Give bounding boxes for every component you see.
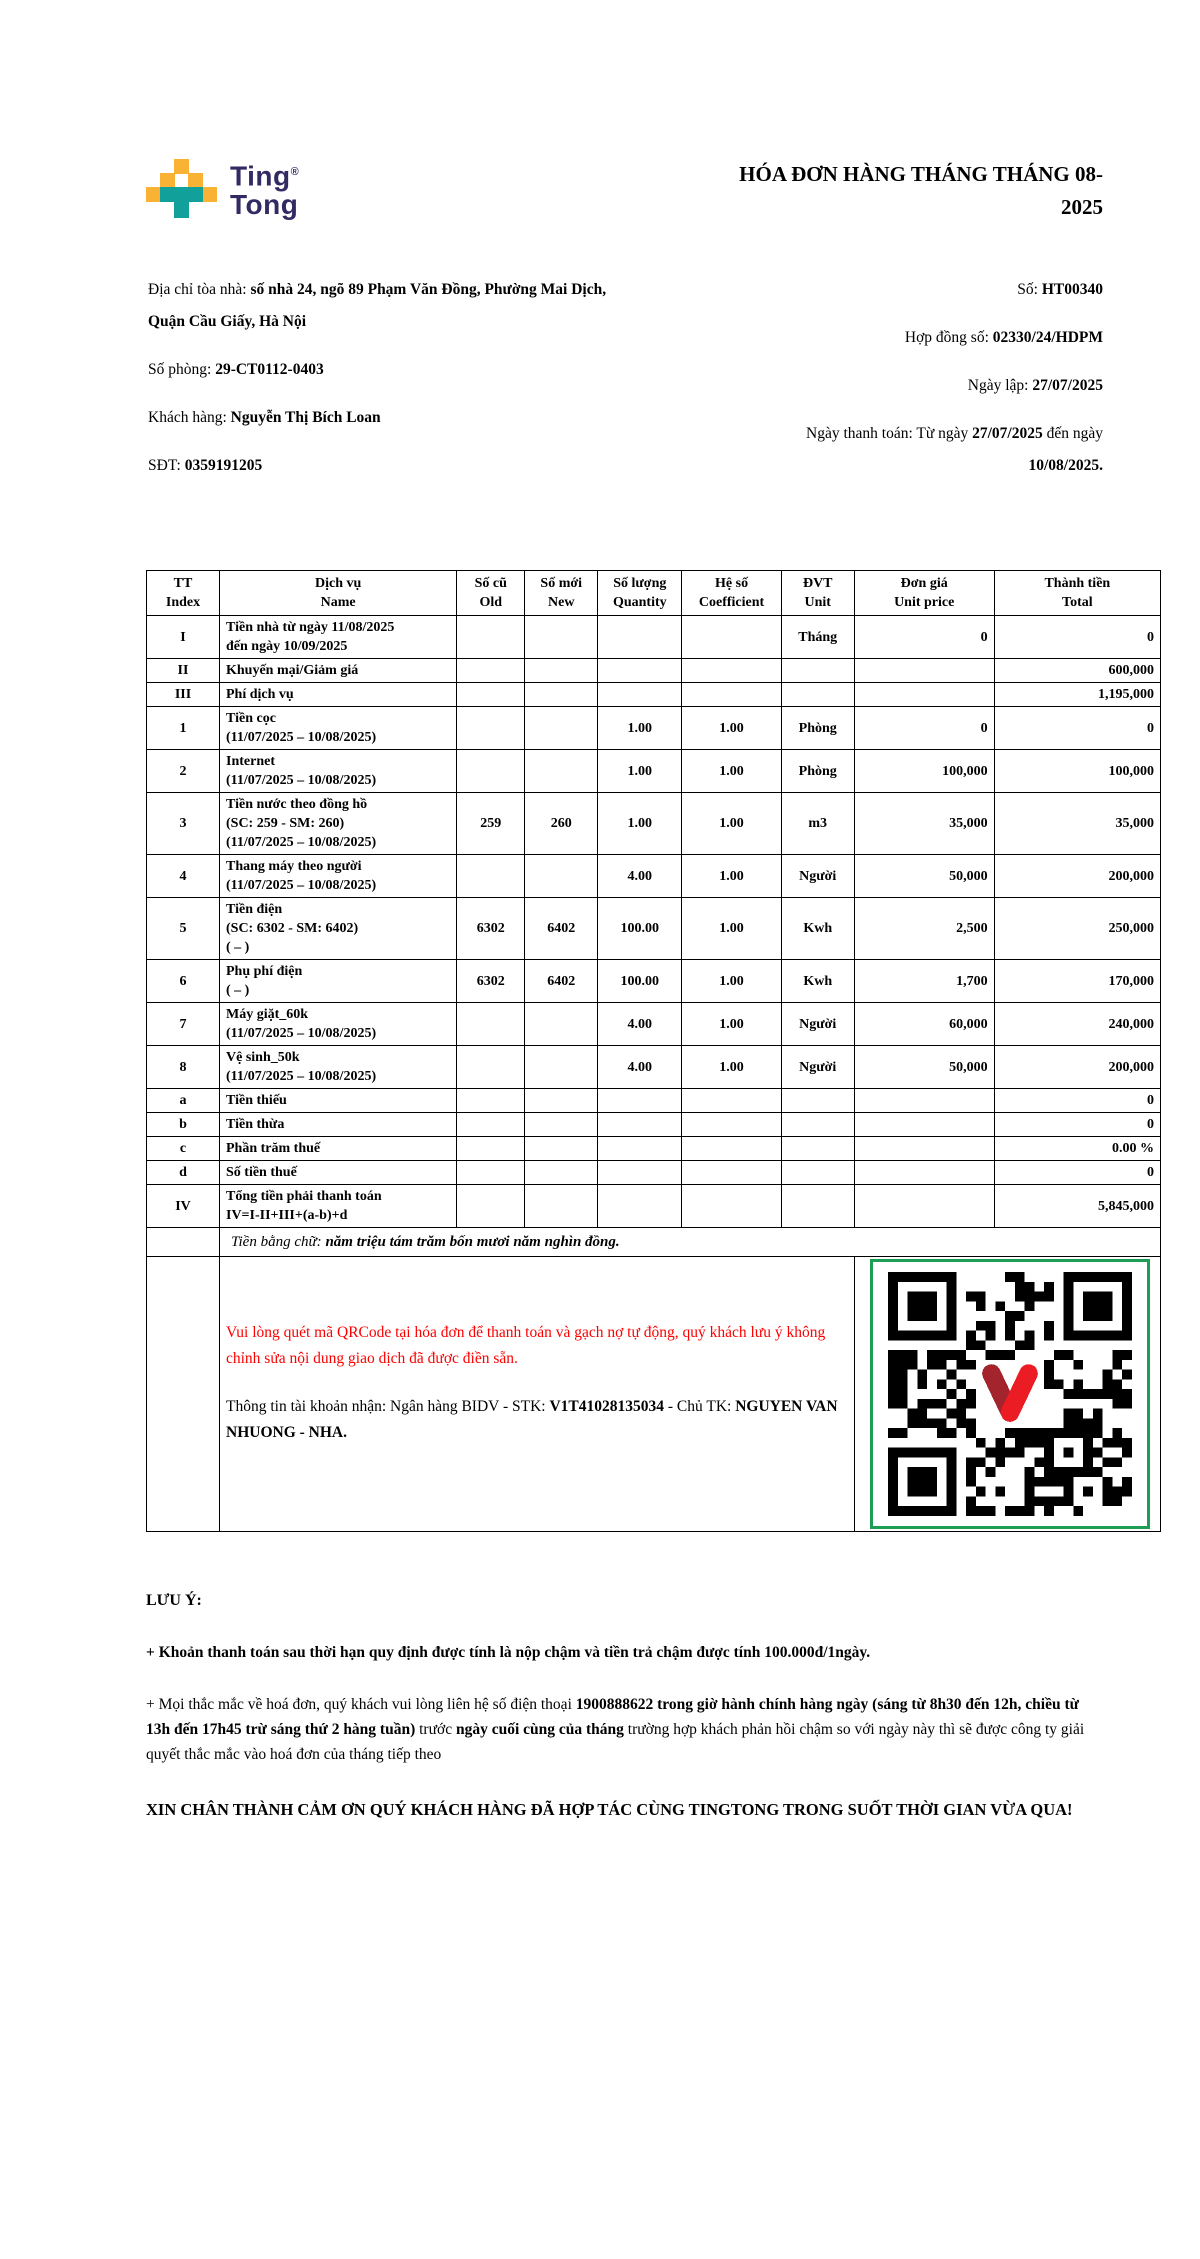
cell-index: 5 — [147, 898, 220, 960]
cell-price: 0 — [854, 616, 994, 659]
cell-coef: 1.00 — [682, 793, 781, 855]
cell-name: Phần trăm thuế — [220, 1137, 457, 1161]
cell-name: Tiền thiếu — [220, 1089, 457, 1113]
cell-total: 0 — [994, 616, 1160, 659]
cell-index: III — [147, 683, 220, 707]
cell-unit — [781, 683, 854, 707]
cell-unit: Người — [781, 855, 854, 898]
closing-thanks: XIN CHÂN THÀNH CẢM ƠN QUÝ KHÁCH HÀNG ĐÃ HỢP TÁC CÙNG TINGTONG TRONG SUỐT THỜI GIAN VỪA QUA! — [146, 1800, 1073, 1819]
cell-coef — [682, 1113, 781, 1137]
tingtong-wordmark — [230, 158, 299, 219]
cell-qty: 1.00 — [598, 793, 682, 855]
cell-qty — [598, 1137, 682, 1161]
cell-unit — [781, 1089, 854, 1113]
cell-new: 6402 — [525, 960, 598, 1003]
brand-word-1: Ting — [230, 160, 291, 192]
column-header: Số lượng Quantity — [598, 571, 682, 616]
contract-number: Hợp đồng số: 02330/24/HDPM — [904, 329, 1103, 346]
cell-old — [457, 683, 525, 707]
cell-index: 6 — [147, 960, 220, 1003]
cell-coef: 1.00 — [682, 855, 781, 898]
column-header: Thành tiền Total — [994, 571, 1160, 616]
cell-unit: Kwh — [781, 898, 854, 960]
cell-coef — [682, 1161, 781, 1185]
cell-price — [854, 1185, 994, 1228]
column-header: Dịch vụ Name — [220, 571, 457, 616]
table-row — [147, 616, 1161, 659]
cell-price: 50,000 — [854, 855, 994, 898]
cell-name: Máy giặt_60k (11/07/2025 – 10/08/2025) — [220, 1003, 457, 1046]
cell-coef: 1.00 — [682, 750, 781, 793]
cell-unit — [781, 1113, 854, 1137]
cell-total: 200,000 — [994, 1046, 1160, 1089]
note-contact: + Mọi thắc mắc về hoá đơn, quý khách vui lòng liên hệ số điện thoại 1900888622 trong giờ hành chính hàng ngày (sáng từ 8h30 đến 12h, chiều từ 13h đến 17h45 trừ sáng thứ 2 hàng tuần) trước ngày cuối cùng của tháng trường hợp khách phản hồi chậm so với ngày này thì sẽ được công ty giải quyết thắc mắc vào hoá đơn của tháng tiếp theo — [146, 1696, 1085, 1763]
cell-new — [525, 707, 598, 750]
cell-old — [457, 855, 525, 898]
cell-coef — [682, 1089, 781, 1113]
table-header-row — [147, 571, 1161, 616]
cell-index: I — [147, 616, 220, 659]
cell-qty — [598, 1089, 682, 1113]
table-row — [147, 960, 1161, 1003]
cell-qty: 100.00 — [598, 960, 682, 1003]
table-row — [147, 793, 1161, 855]
cell-coef — [682, 616, 781, 659]
cell-name: Phí dịch vụ — [220, 683, 457, 707]
invoice-table-body — [147, 616, 1161, 1228]
cell-price: 0 — [854, 707, 994, 750]
cell-old: 6302 — [457, 898, 525, 960]
bank-account-info: Thông tin tài khoản nhận: Ngân hàng BIDV - STK: V1T41028135034 - Chủ TK: NGUYEN VAN NHUONG - NHA. — [226, 1398, 838, 1441]
cell-qty — [598, 1185, 682, 1228]
cell-new — [525, 1137, 598, 1161]
cell-index: d — [147, 1161, 220, 1185]
cell-unit — [781, 1185, 854, 1228]
cell-new — [525, 1046, 598, 1089]
issue-date: Ngày lập: 27/07/2025 — [967, 377, 1103, 394]
cell-index: 3 — [147, 793, 220, 855]
cell-total: 250,000 — [994, 898, 1160, 960]
cell-new — [525, 616, 598, 659]
cell-total: 0 — [994, 1161, 1160, 1185]
logo-pixel — [188, 173, 203, 188]
cell-index: 2 — [147, 750, 220, 793]
cell-old — [457, 1137, 525, 1161]
cell-price — [854, 1089, 994, 1113]
cell-total: 0 — [994, 707, 1160, 750]
cell-qty — [598, 1113, 682, 1137]
cell-coef: 1.00 — [682, 707, 781, 750]
customer-phone: SĐT: 0359191205 — [148, 457, 263, 474]
cell-empty — [147, 1228, 220, 1257]
table-row — [147, 1046, 1161, 1089]
tingtong-logo-icon — [146, 159, 218, 219]
brand-word-2: Tong — [230, 189, 299, 221]
invoice-meta — [731, 274, 1103, 498]
logo-pixel — [174, 159, 189, 174]
cell-coef: 1.00 — [682, 1003, 781, 1046]
cell-unit: Phòng — [781, 750, 854, 793]
cell-new — [525, 1003, 598, 1046]
cell-old — [457, 1161, 525, 1185]
cell-unit: Kwh — [781, 960, 854, 1003]
cell-qty — [598, 1161, 682, 1185]
cell-price — [854, 659, 994, 683]
cell-price: 50,000 — [854, 1046, 994, 1089]
cell-name: Tiền thừa — [220, 1113, 457, 1137]
cell-total: 0.00 % — [994, 1137, 1160, 1161]
invoice-title — [739, 158, 1103, 224]
table-row — [147, 1089, 1161, 1113]
cell-index: b — [147, 1113, 220, 1137]
column-header: ĐVT Unit — [781, 571, 854, 616]
cell-qty: 4.00 — [598, 855, 682, 898]
column-header: Số mới New — [525, 571, 598, 616]
customer-info — [148, 274, 623, 498]
cell-new: 6402 — [525, 898, 598, 960]
cell-empty — [147, 1257, 220, 1532]
cell-total: 1,195,000 — [994, 683, 1160, 707]
table-row — [147, 855, 1161, 898]
invoice-title-line-1: HÓA ĐƠN HÀNG THÁNG THÁNG 08- — [739, 162, 1103, 186]
cell-name: Tiền nước theo đồng hồ (SC: 259 - SM: 260) (11/07/2025 – 10/08/2025) — [220, 793, 457, 855]
cell-total: 600,000 — [994, 659, 1160, 683]
cell-new — [525, 1089, 598, 1113]
logo-pixel — [160, 173, 175, 188]
cell-qty: 4.00 — [598, 1003, 682, 1046]
cell-name: Khuyến mại/Giảm giá — [220, 659, 457, 683]
amount-in-words-row — [147, 1228, 1161, 1257]
cell-qty — [598, 659, 682, 683]
cell-coef — [682, 659, 781, 683]
amount-in-words: Tiền bằng chữ: năm triệu tám trăm bốn mươi năm nghìn đồng. — [220, 1228, 1161, 1257]
cell-index: IV — [147, 1185, 220, 1228]
cell-qty: 1.00 — [598, 707, 682, 750]
cell-price: 60,000 — [854, 1003, 994, 1046]
logo-pixel — [174, 202, 189, 218]
cell-new: 260 — [525, 793, 598, 855]
qr-instruction: Vui lòng quét mã QRCode tại hóa đơn để thanh toán và gạch nợ tự động, quý khách lưu ý không chỉnh sửa nội dung giao dịch đã được điền sẵn. — [226, 1324, 826, 1367]
cell-old: 259 — [457, 793, 525, 855]
cell-total: 0 — [994, 1089, 1160, 1113]
cell-index: 8 — [147, 1046, 220, 1089]
cell-new — [525, 1161, 598, 1185]
column-header: Số cũ Old — [457, 571, 525, 616]
cell-index: a — [147, 1089, 220, 1113]
cell-old — [457, 707, 525, 750]
invoice-title-line-2: 2025 — [1061, 195, 1103, 219]
cell-qty: 1.00 — [598, 750, 682, 793]
cell-new — [525, 1113, 598, 1137]
cell-index: 1 — [147, 707, 220, 750]
notes-heading: LƯU Ý: — [146, 1592, 202, 1609]
tingtong-logo — [146, 158, 299, 219]
cell-qty — [598, 616, 682, 659]
cell-unit: Người — [781, 1003, 854, 1046]
cell-name: Tiền cọc (11/07/2025 – 10/08/2025) — [220, 707, 457, 750]
logo-pixel — [202, 187, 217, 202]
cell-name: Thang máy theo người (11/07/2025 – 10/08/2025) — [220, 855, 457, 898]
invoice-table-head — [147, 571, 1161, 616]
note-late-payment: + Khoản thanh toán sau thời hạn quy định được tính là nộp chậm và tiền trả chậm được tính 100.000đ/1ngày. — [146, 1644, 871, 1661]
payment-row — [147, 1257, 1161, 1532]
cell-total: 0 — [994, 1113, 1160, 1137]
table-row — [147, 1113, 1161, 1137]
table-row — [147, 1161, 1161, 1185]
cell-unit: Phòng — [781, 707, 854, 750]
cell-unit — [781, 659, 854, 683]
payment-instructions — [220, 1257, 855, 1532]
customer-name: Khách hàng: Nguyễn Thị Bích Loan — [148, 409, 381, 426]
cell-index: 7 — [147, 1003, 220, 1046]
cell-coef: 1.00 — [682, 898, 781, 960]
cell-name: Số tiền thuế — [220, 1161, 457, 1185]
cell-name: Phụ phí điện ( – ) — [220, 960, 457, 1003]
cell-total: 100,000 — [994, 750, 1160, 793]
cell-name: Tiền nhà từ ngày 11/08/2025 đến ngày 10/09/2025 — [220, 616, 457, 659]
table-row — [147, 1003, 1161, 1046]
logo-pixel — [146, 187, 161, 202]
room-number: Số phòng: 29-CT0112-0403 — [148, 361, 324, 378]
cell-new — [525, 659, 598, 683]
cell-price — [854, 1137, 994, 1161]
table-row — [147, 750, 1161, 793]
cell-coef: 1.00 — [682, 1046, 781, 1089]
payment-period: Ngày thanh toán: Từ ngày 27/07/2025 đến ngày 10/08/2025. — [806, 425, 1103, 474]
cell-name: Internet (11/07/2025 – 10/08/2025) — [220, 750, 457, 793]
cell-name: Tiền điện (SC: 6302 - SM: 6402) ( – ) — [220, 898, 457, 960]
cell-coef — [682, 683, 781, 707]
cell-total: 35,000 — [994, 793, 1160, 855]
cell-total: 5,845,000 — [994, 1185, 1160, 1228]
table-row — [147, 1137, 1161, 1161]
cell-coef — [682, 1137, 781, 1161]
cell-index: II — [147, 659, 220, 683]
cell-old — [457, 1003, 525, 1046]
column-header: Hệ số Coefficient — [682, 571, 781, 616]
table-row — [147, 683, 1161, 707]
cell-price — [854, 1161, 994, 1185]
table-row — [147, 707, 1161, 750]
cell-unit: m3 — [781, 793, 854, 855]
cell-price: 100,000 — [854, 750, 994, 793]
cell-price: 1,700 — [854, 960, 994, 1003]
qr-code — [870, 1259, 1150, 1529]
cell-coef: 1.00 — [682, 960, 781, 1003]
cell-qty — [598, 683, 682, 707]
cell-old — [457, 750, 525, 793]
cell-total: 200,000 — [994, 855, 1160, 898]
cell-new — [525, 683, 598, 707]
qr-area — [854, 1257, 1160, 1532]
invoice-info — [148, 274, 1103, 498]
cell-qty: 100.00 — [598, 898, 682, 960]
cell-price: 35,000 — [854, 793, 994, 855]
cell-unit — [781, 1161, 854, 1185]
cell-new — [525, 750, 598, 793]
cell-qty: 4.00 — [598, 1046, 682, 1089]
cell-price: 2,500 — [854, 898, 994, 960]
invoice-table — [146, 570, 1161, 1532]
cell-index: c — [147, 1137, 220, 1161]
table-row — [147, 898, 1161, 960]
footer-notes — [146, 1588, 1100, 1826]
cell-old — [457, 616, 525, 659]
cell-total: 170,000 — [994, 960, 1160, 1003]
cell-old — [457, 1089, 525, 1113]
cell-price — [854, 683, 994, 707]
cell-new — [525, 1185, 598, 1228]
cell-price — [854, 1113, 994, 1137]
cell-index: 4 — [147, 855, 220, 898]
cell-unit: Tháng — [781, 616, 854, 659]
column-header: TT Index — [147, 571, 220, 616]
table-row — [147, 659, 1161, 683]
cell-name: Vệ sinh_50k (11/07/2025 – 10/08/2025) — [220, 1046, 457, 1089]
cell-old — [457, 1113, 525, 1137]
table-row — [147, 1185, 1161, 1228]
cell-coef — [682, 1185, 781, 1228]
building-address: Địa chỉ tòa nhà: số nhà 24, ngõ 89 Phạm Văn Đồng, Phường Mai Dịch, Quận Cầu Giấy, Hà Nội — [148, 281, 607, 330]
qr-code-svg — [888, 1272, 1132, 1516]
registered-mark: ® — [290, 166, 300, 178]
cell-old — [457, 1185, 525, 1228]
invoice-number: Số: HT00340 — [1017, 281, 1103, 298]
cell-old — [457, 1046, 525, 1089]
column-header: Đơn giá Unit price — [854, 571, 994, 616]
cell-unit: Người — [781, 1046, 854, 1089]
cell-total: 240,000 — [994, 1003, 1160, 1046]
cell-old: 6302 — [457, 960, 525, 1003]
cell-new — [525, 855, 598, 898]
cell-old — [457, 659, 525, 683]
cell-name: Tổng tiền phải thanh toán IV=I-II+III+(a-b)+d — [220, 1185, 457, 1228]
logo-pixel — [160, 187, 203, 202]
cell-unit — [781, 1137, 854, 1161]
page-header — [146, 158, 1103, 224]
